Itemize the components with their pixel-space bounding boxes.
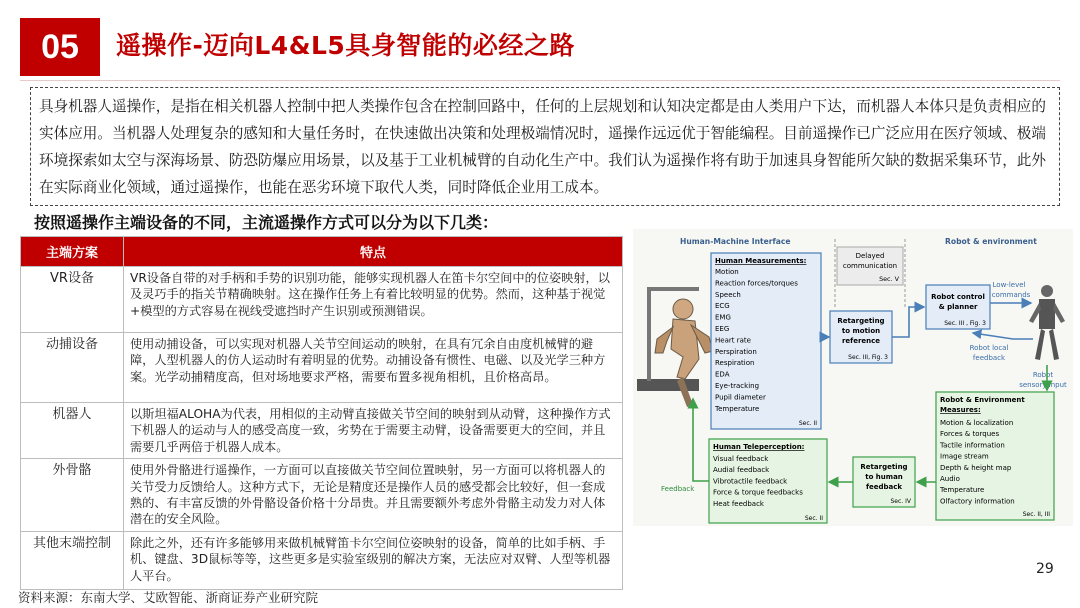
robot-control-label: Robot control (931, 293, 985, 301)
table-row (21, 333, 623, 403)
diagram-list-item: Audio (940, 475, 960, 483)
table-row (21, 267, 623, 333)
retarget-motion-sec: Sec. III, Fig. 3 (848, 354, 888, 361)
table-subheading: 按照遥操作主端设备的不同，主流遥操作方式可以分为以下几类： (34, 213, 499, 232)
robot-env-measures-title: Measures: (940, 406, 981, 414)
diagram-list-item: Visual feedback (713, 455, 769, 463)
row-device-name: 其他末端控制 (21, 531, 124, 589)
title-divider (20, 80, 1060, 81)
robot-sensory-input-label: Robot (1032, 371, 1054, 379)
teleoperation-diagram (633, 229, 1073, 526)
column-header-device: 主端方案 (21, 237, 124, 267)
row-description: VR设备自带的对手柄和手势的识别功能，能够实现机器人在笛卡尔空间中的位姿映射，以及灵巧手的指关节精确映射。这在操作任务上有着比较明显的优势。然而，这种基于视觉+模型的方式容易在视线受遮挡时产生识别或预测错误。 (124, 267, 623, 333)
row-device-name: 机器人 (21, 403, 124, 459)
human-teleperception-sec: Sec. II (804, 515, 823, 522)
robot-sensory-input-label: sensory input (1019, 381, 1067, 389)
row-description: 使用外骨骼进行遥操作，一方面可以直接做关节空间位置映射，另一方面可以将机器人的关节受力反馈给人。这种方式下，无论是精度还是操作人员的感受都会比较好，但一套成熟的、有丰富反馈的外骨骼设备价格十分昂贵。并且需要额外考虑外骨骼主动发力对人体潜在的安全风险。 (124, 459, 623, 532)
human-measurements-title: Human Measurements: (715, 257, 807, 265)
diagram-list-item: Eye-tracking (715, 382, 760, 390)
diagram-list-item: Vibrotactile feedback (713, 477, 788, 486)
table-row (21, 531, 623, 589)
retarget-motion-label: to motion (841, 327, 881, 335)
retarget-human-sec: Sec. IV (890, 498, 911, 505)
table-row (21, 459, 623, 532)
page-number: 29 (1036, 561, 1054, 577)
row-device-name: 动捕设备 (21, 333, 124, 403)
diagram-list-item: EEG (715, 325, 730, 333)
diagram-list-item: Audial feedback (713, 466, 770, 475)
low-level-commands-label: Low-level (992, 281, 1026, 289)
diagram-list-item: Heat feedback (713, 499, 764, 508)
diagram-list-item: Temperature (940, 486, 985, 495)
low-level-commands-label: commands (991, 291, 1031, 299)
diagram-list-item: Respiration (715, 359, 755, 368)
diagram-list-item: Pupil diameter (715, 393, 766, 402)
section-number-badge: 05 (20, 18, 100, 76)
retarget-human-label: Retargeting (860, 463, 908, 471)
robot-env-measures-title: Robot & Environment (940, 396, 1025, 404)
human-measurements-sec: Sec. II (798, 420, 817, 427)
diagram-list-item: Force & torque feedbacks (713, 488, 803, 497)
delayed-comm-label: Delayed (855, 252, 885, 260)
row-description: 使用动捕设备，可以实现对机器人关节空间运动的映射，在具有冗余自由度机械臂的避障，人型机器人的仿人运动时有着明显的优势。动捕设备有惯性、电磁、以及光学三种方案。光学动捕精度高，但对场地要求严格，需要布置多视角相机，且价格高昂。 (124, 333, 623, 403)
diagram-list-item: EMG (715, 313, 731, 322)
column-header-features: 特点 (124, 237, 623, 267)
diagram-list-item: Motion (715, 268, 739, 276)
table-row (21, 403, 623, 459)
delayed-comm-sec: Sec. V (879, 275, 899, 283)
diagram-list-item: Temperature (715, 404, 760, 413)
page-title: 遥操作-迈向L4&L5具身智能的必经之路 (116, 31, 575, 60)
diagram-list-item: Perspiration (715, 347, 757, 356)
source-note: 资料来源：东南大学、艾欧智能、浙商证券产业研究院 (18, 590, 319, 605)
retarget-human-label: to human (865, 473, 903, 481)
retarget-motion-label: Retargeting (837, 317, 885, 325)
human-teleperception-title: Human Teleperception: (713, 443, 805, 451)
diagram-list-item: Tactile information (940, 441, 1005, 450)
retarget-human-label: feedback (865, 483, 903, 491)
teleoperation-modes-table (20, 236, 623, 590)
row-device-name: 外骨骼 (21, 459, 124, 532)
feedback-label: Feedback (661, 485, 695, 493)
diagram-list-item: ECG (715, 302, 730, 311)
row-description: 以斯坦福ALOHA为代表，用相似的主动臂直接做关节空间的映射到从动臂，这种操作方式下机器人的运动与人的感受高度一致，劣势在于需要主动臂，设备需要更大的空间，并且需要几乎两倍于机器人成本。 (124, 403, 623, 459)
robot-env-title: Robot & environment (945, 237, 1037, 246)
robot-local-feedback-label: feedback (972, 354, 1006, 362)
diagram-list-item: Olfactory information (940, 497, 1015, 506)
diagram-list-item: Speech (715, 290, 741, 299)
intro-text-box: 具身机器人遥操作，是指在相关机器人控制中把人类操作包含在控制回路中，任何的上层规划和认知决定都是由人类用户下达，而机器人本体只是负责相应的实体应用。当机器人处理复杂的感知和大量任务时，在快速做出决策和处理极端情况时，遥操作远远优于智能编程。目前遥操作已广泛应用在医疗领域、极端环境探索如太空与深海场景、防恐防爆应用场景，以及基于工业机械臂的自动化生产中。我们认为遥操作将有助于加速具身智能所欠缺的数据采集环节，此外在实际商业化领域，通过遥操作，也能在恶劣环境下取代人类，同时降低企业用工成本。 (30, 87, 1060, 206)
diagram-list-item: Motion & localization (940, 419, 1014, 427)
row-device-name: VR设备 (21, 267, 124, 333)
robot-local-feedback-label: Robot local (969, 344, 1009, 352)
table-header-row (21, 237, 623, 267)
robot-env-measures-sec: Sec. II, III (1022, 511, 1050, 518)
row-description: 除此之外，还有许多能够用来做机械臂笛卡尔空间位姿映射的设备，简单的比如手柄、手机、键盘、3D鼠标等等，这些更多是实验室级别的解决方案，无法应对双臂、人型等机器人平台。 (124, 531, 623, 589)
diagram-list-item: Image stream (940, 452, 989, 461)
diagram-list-item: Forces & torques (940, 430, 1000, 439)
robot-control-sec: Sec. III , Fig. 3 (944, 320, 986, 327)
diagram-list-item: Depth & height map (940, 463, 1012, 472)
robot-control-label: & planner (938, 303, 978, 311)
diagram-list-item: Heart rate (715, 336, 751, 345)
diagram-list-item: EDA (715, 370, 730, 379)
diagram-list-item: Reaction forces/torques (715, 279, 798, 288)
hmi-title: Human-Machine Interface (680, 237, 791, 246)
delayed-comm-label: communication (842, 262, 898, 270)
retarget-motion-label: reference (841, 337, 881, 345)
teleoperation-diagram-svg (633, 229, 1073, 526)
